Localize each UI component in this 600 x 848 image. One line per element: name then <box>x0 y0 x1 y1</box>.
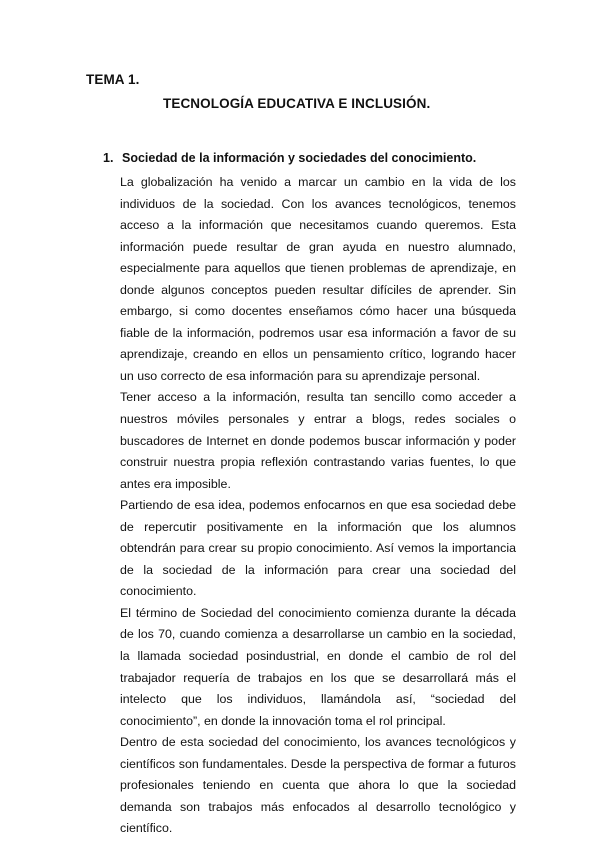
page-title: TECNOLOGÍA EDUCATIVA E INCLUSIÓN. <box>163 96 431 111</box>
section-heading-text: Sociedad de la información y sociedades del conocimiento. <box>122 151 477 165</box>
paragraph: La globalización ha venido a marcar un cambio en la vida de los individuos de la sociedad. Con los avances tecnológicos, tenemos acceso a la información que necesitamos cuando queremos. Esta información puede resultar de gran ayuda en nuestro alumnado, especialmente para aquellos que tienen problemas de aprendizaje, en donde algunos conceptos pueden resultar difíciles de aprender. Sin embargo, si como docentes enseñamos cómo hacer una búsqueda fiable de la información, podremos usar esa información a favor de su aprendizaje, creando en ellos un pensamiento crítico, logrando hacer un uso correcto de esa información para su aprendizaje personal. <box>120 175 516 383</box>
paragraph: Tener acceso a la información, resulta tan sencillo como acceder a nuestros móviles personales y entrar a blogs, redes sociales o buscadores de Internet en donde podemos buscar información y poder construir nuestra propia reflexión contrastando varias fuentes, lo que antes era imposible. <box>120 390 516 491</box>
section-body <box>120 172 516 840</box>
section-heading <box>103 151 476 165</box>
tema-label: TEMA 1. <box>86 72 140 87</box>
paragraph: Dentro de esta sociedad del conocimiento, los avances tecnológicos y científicos son fundamentales. Desde la perspectiva de formar a futuros profesionales teniendo en cuenta que ahora lo que la sociedad demanda son trabajos más enfocados al desarrollo tecnológico y científico. <box>120 735 516 836</box>
section-number: 1. <box>103 151 114 165</box>
paragraph: El término de Sociedad del conocimiento comienza durante la década de los 70, cuando comienza a desarrollarse un cambio en la sociedad, la llamada sociedad posindustrial, en donde el cambio de rol del trabajador requería de trabajos en los que se desarrollará más el intelecto que los individuos, llamándola así, “sociedad del conocimiento”, en donde la innovación toma el rol principal. <box>120 605 516 728</box>
paragraph: Partiendo de esa idea, podemos enfocarnos en que esa sociedad debe de repercutir positivamente en la información que los alumnos obtendrán para crear su propio conocimiento. Así vemos la importancia de la sociedad de la información para crear una sociedad del conocimiento. <box>120 498 516 599</box>
